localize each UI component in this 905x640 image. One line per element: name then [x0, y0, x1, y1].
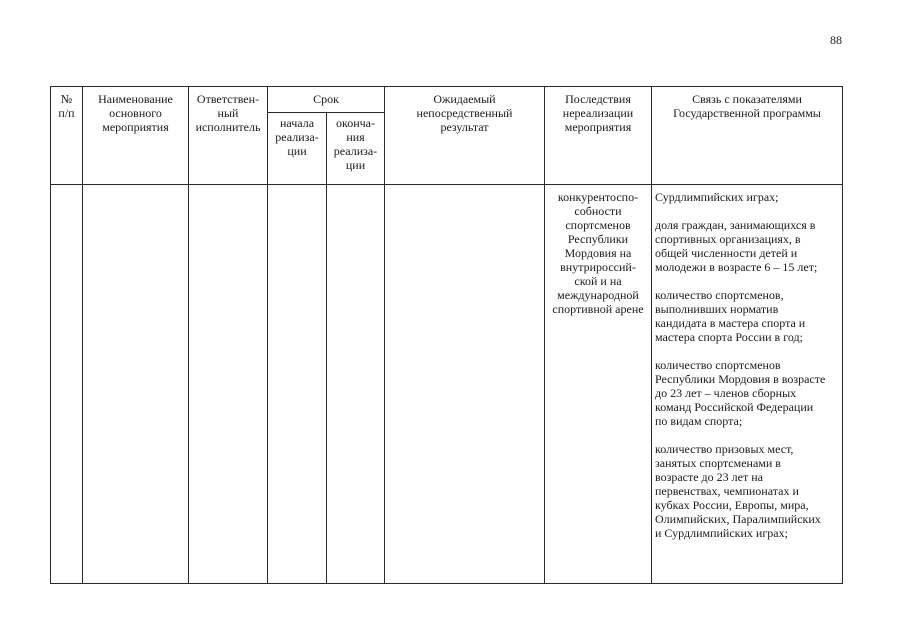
indicator-item: количество спортсменов Республики Мордовия в возрасте до 23 лет – членов сборных команд Российской Федерации по видам спорта; [655, 358, 826, 428]
activities-table [50, 86, 843, 584]
indicator-item: количество призовых мест, занятых спортсменами в возрасте до 23 лет на первенствах, чемпионатах и кубках России, Европы, мира, Олимпийских, Паралимпийских и Сурдлимпийских играх; [655, 442, 821, 540]
cell-expected-result [385, 185, 545, 584]
table-row [51, 185, 843, 584]
header-row-1 [51, 87, 843, 113]
header-indicators: Связь с показателями Государственной программы [652, 87, 843, 185]
indicator-item: Сурдлимпийских играх; [655, 190, 779, 204]
header-term-start: начала реализа- ции [268, 113, 327, 185]
header-activity-name: Наименование основного мероприятия [83, 87, 189, 185]
cell-indicators [652, 185, 843, 584]
indicator-item: количество спортсменов, выполнивших норматив кандидата в мастера спорта и мастера спорта России в год; [655, 288, 806, 344]
indicator-item: доля граждан, занимающихся в спортивных организациях, в общей численности детей и молодежи в возрасте 6 – 15 лет; [655, 218, 818, 274]
header-responsible: Ответствен- ный исполнитель [189, 87, 268, 185]
cell-consequences: конкурентоспо- собности спортсменов Республики Мордовия на внутрироссий- ской и на международной спортивной арене [545, 185, 652, 584]
cell-term-start [268, 185, 327, 584]
header-term-end: оконча- ния реализа- ции [327, 113, 385, 185]
cell-activity-name [83, 185, 189, 584]
header-number: № п/п [51, 87, 83, 185]
header-expected-result: Ожидаемый непосредственный результат [385, 87, 545, 185]
header-consequences: Последствия нереализации мероприятия [545, 87, 652, 185]
page-number: 88 [830, 33, 842, 47]
cell-term-end [327, 185, 385, 584]
cell-number [51, 185, 83, 584]
cell-responsible [189, 185, 268, 584]
header-term: Срок [268, 87, 385, 113]
